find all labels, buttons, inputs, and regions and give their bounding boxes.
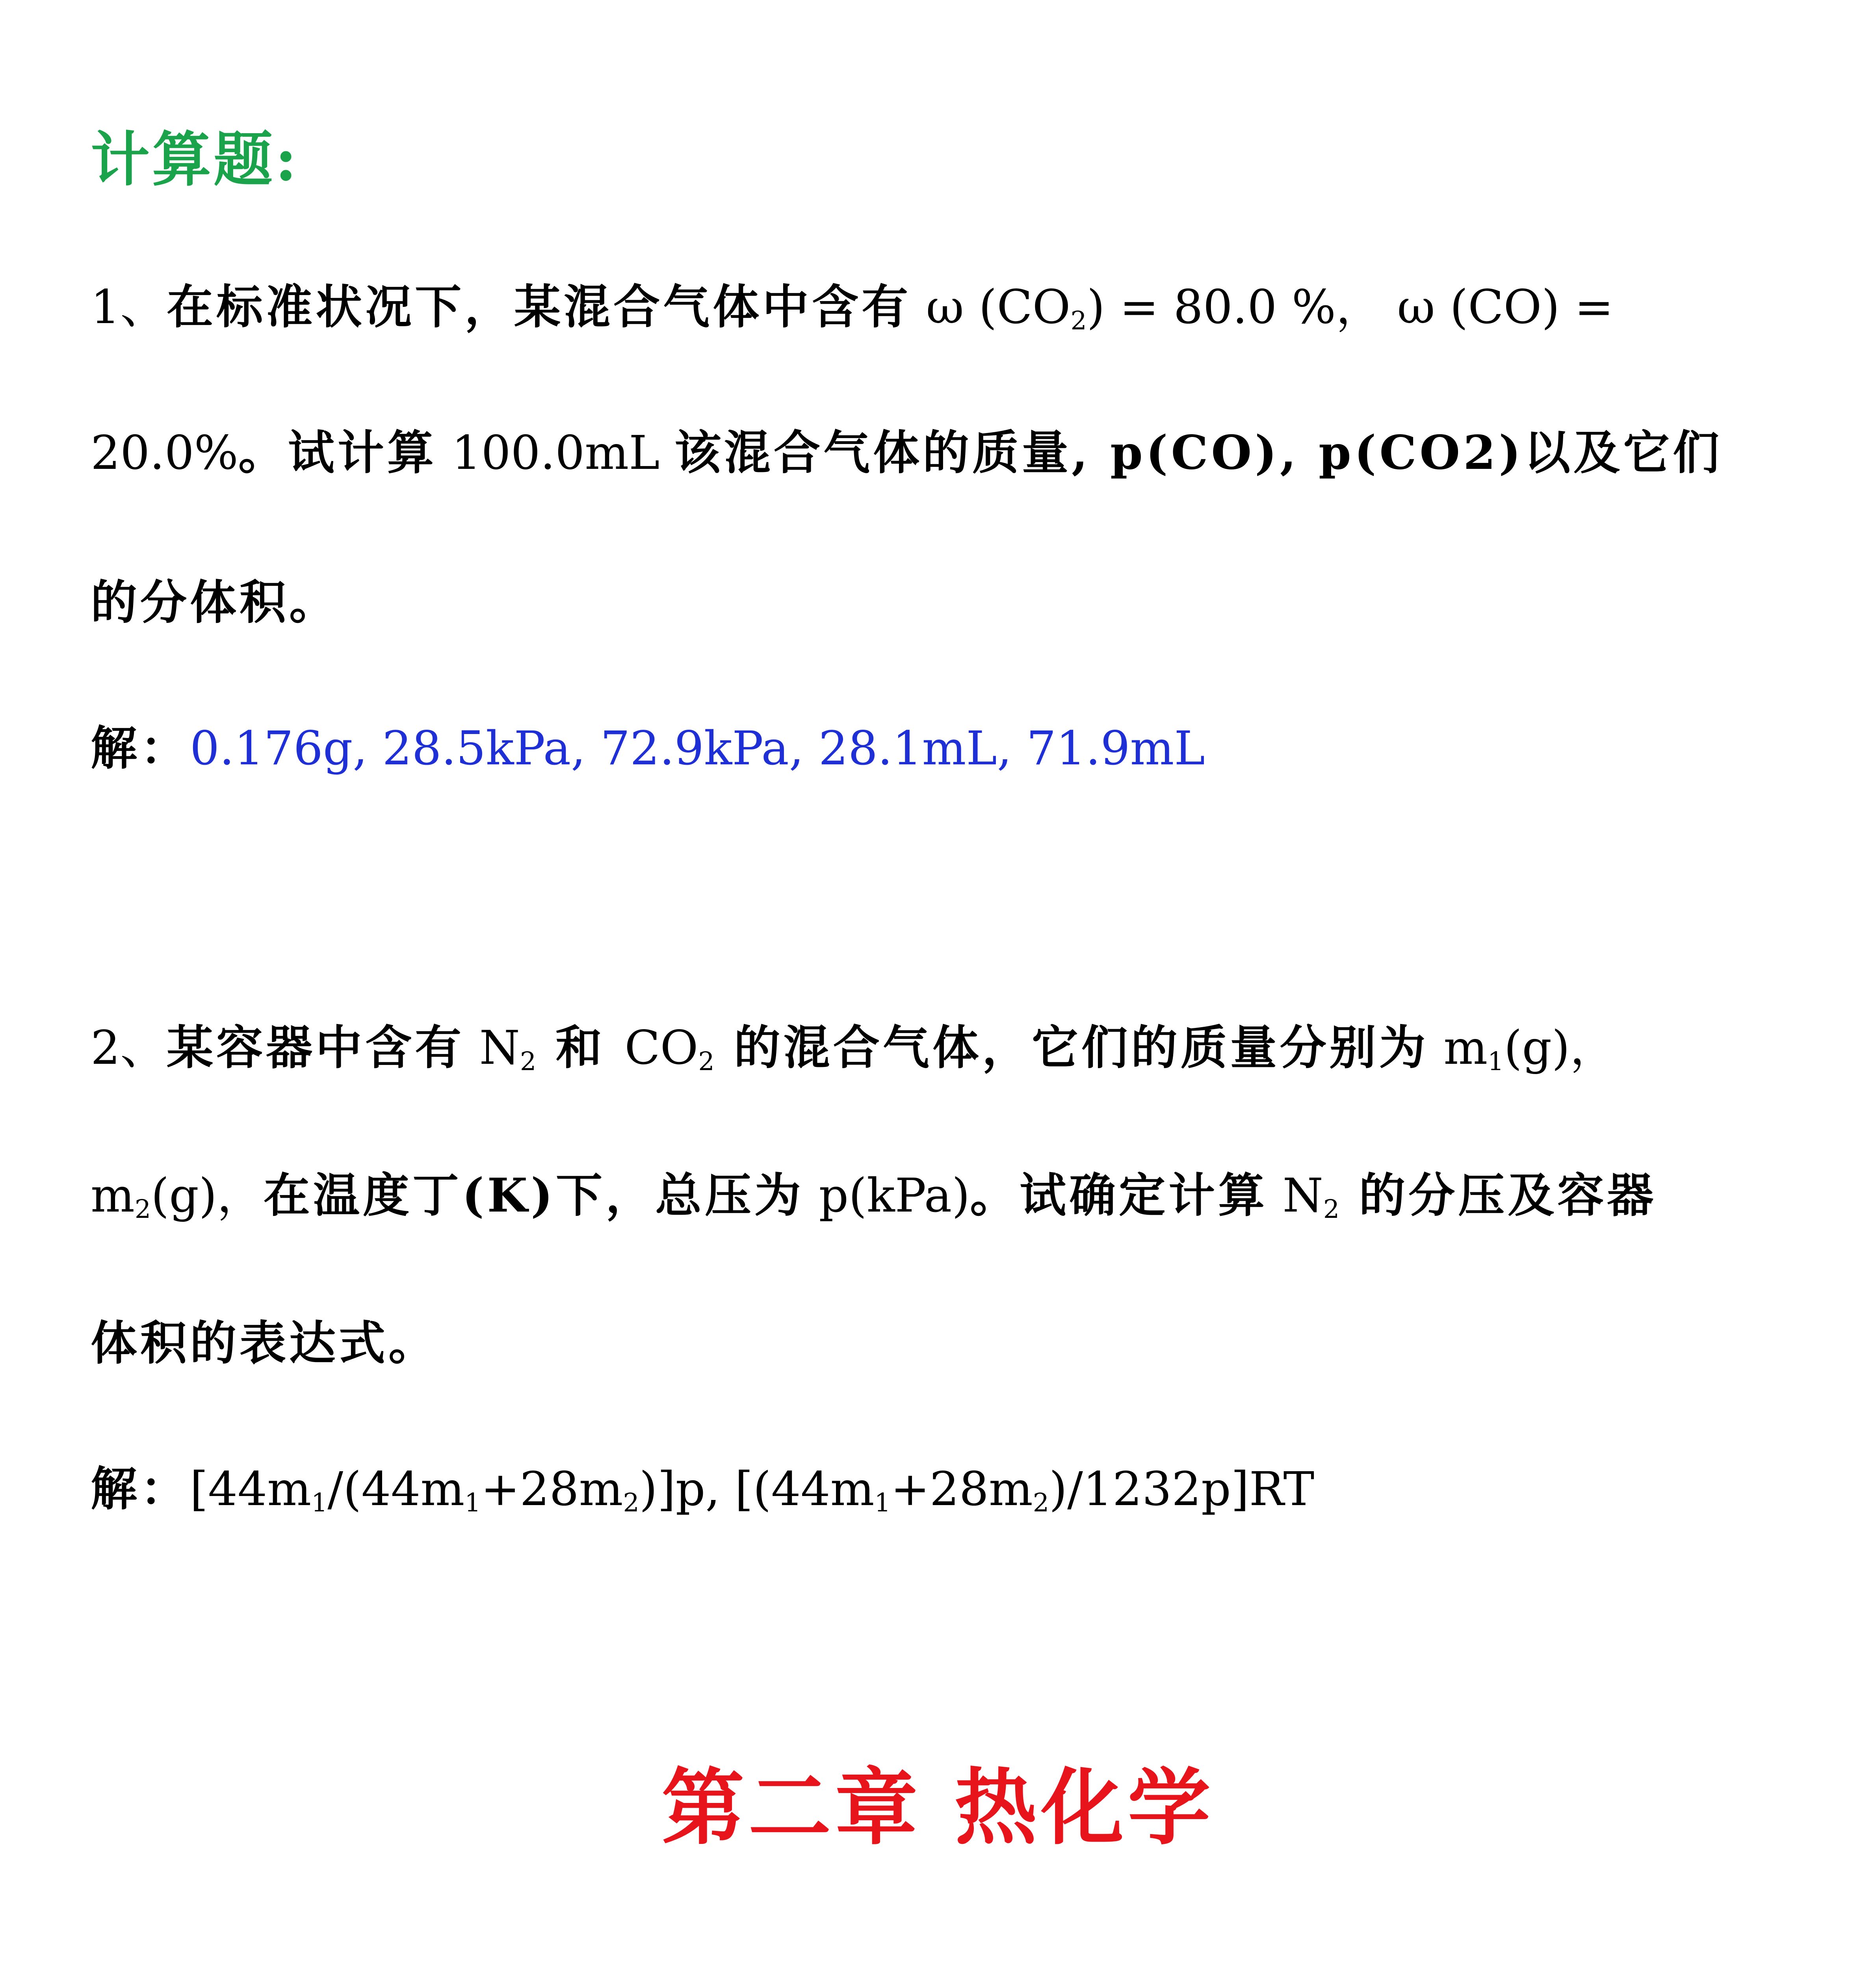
q1-omega-co2: ω $(CO_2) = 80.0$ %， [911,280,1382,336]
q1-percent: 20.0% [91,426,238,480]
q1-line1 [91,279,1614,336]
q2-co2: $CO_2$ [624,1020,715,1077]
q2-answer-expr: $[44m_1/(44m_1+28m_2)]p$, $[(44m_1+28m_2)/1232p]RT$ [190,1462,1315,1518]
chapter-title: 第二章 热化学 [661,1759,1215,1856]
q2-text-2: 的混合气体，它们的质量分别为 [714,1020,1429,1075]
q2-line1 [91,1020,1617,1077]
q2-m1: $m_1(g)$， [1428,1020,1617,1077]
q2-answer [91,1461,1315,1518]
q1-answer-label: 解： [91,721,190,775]
q1-volume: 100.0mL [436,426,674,480]
q2-n2-b: $N_2$ [1268,1168,1340,1225]
q1-text: 在标准状况下，某混合气体中含有 [167,279,912,334]
q1-answer-values: 0.176g, 28.5kPa, 72.9kPa, 28.1mL, 71.9mL [190,721,1205,775]
q2-number: 2、 [91,1020,167,1075]
q1-omega-co: ω (CO) = [1382,280,1614,334]
q1-line3: 的分体积。 [91,575,339,630]
q2-text-4: 。试确定计算 [970,1168,1268,1223]
q2-line3: 体积的表达式。 [91,1316,438,1370]
q2-answer-label: 解： [91,1461,190,1516]
q1-number: 1、 [91,280,167,334]
q2-pressure: p(kPa) [804,1168,970,1223]
q2-text-5: 的分压及容器 [1339,1168,1657,1223]
q1-line2 [91,425,1723,480]
q2-and: 和 [536,1020,625,1075]
section-title-calculation: 计算题: [91,125,299,194]
q1-text-3: 该混合气体的质量, p(CO), p(CO2)以及它们 [674,425,1723,480]
q2-n2: $N_2$ [464,1020,537,1077]
q2-text-3: 在温度丁(K)下，总压为 [263,1168,804,1223]
q1-text-2: 。试计算 [238,425,437,480]
q1-answer [91,721,1205,775]
q2-line2 [91,1168,1657,1225]
q2-m2: $m_2(g)$， [91,1168,264,1225]
q2-text: 某容器中含有 [167,1020,465,1075]
